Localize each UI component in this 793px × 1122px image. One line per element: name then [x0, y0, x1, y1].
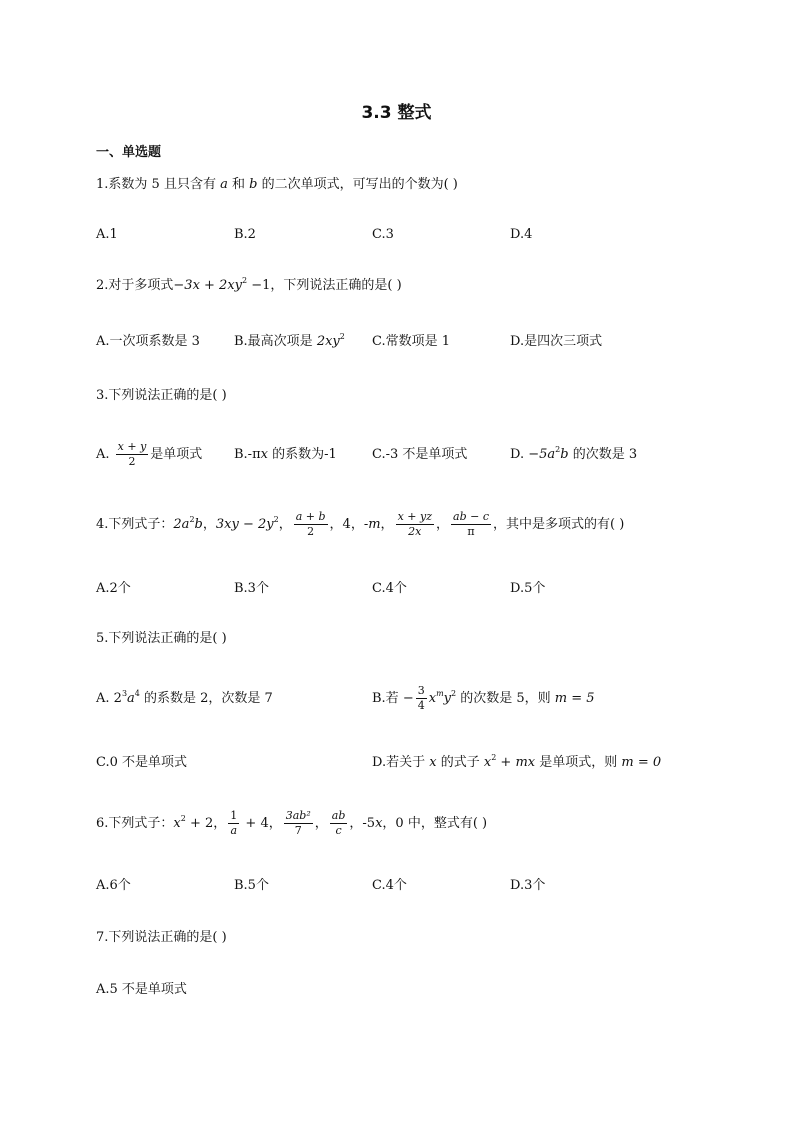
q5-option-d-sup: 2	[491, 753, 497, 762]
page-title: 3.3 整式	[361, 103, 432, 123]
question-6	[96, 809, 487, 838]
q4-option-d[interactable]: D.5个	[510, 581, 546, 596]
q5-option-d[interactable]	[372, 754, 661, 772]
q5-option-b-eq: m = 5	[554, 691, 595, 706]
q6-sep-1: ，	[213, 816, 227, 831]
q3-option-b-pre: B.-π	[234, 447, 261, 462]
q5-option-b-x: x	[428, 691, 437, 706]
q6-sep-4: ，	[349, 816, 363, 831]
q3-option-a-pre: A.	[96, 447, 114, 462]
q6-option-d[interactable]: D.3个	[510, 878, 546, 893]
q2-expr-tail: −1	[247, 278, 271, 293]
question-4	[96, 510, 624, 539]
q4-expr-3: 4，-	[342, 517, 369, 532]
q5-option-a-post: 的系数是 2，次数是 7	[139, 691, 273, 706]
q2-expr: −3x + 2xy	[173, 278, 243, 293]
q3-option-d-sup: 2	[555, 445, 561, 454]
q5-option-a[interactable]	[96, 690, 273, 708]
q1-var-a: a	[220, 177, 228, 192]
q6-fraction-1-tail: + 4	[241, 816, 269, 831]
q4-fraction-1	[294, 510, 328, 539]
q3-option-b-post: 的系数为-1	[267, 447, 337, 462]
q2-option-b-sup: 2	[339, 332, 345, 341]
q2-option-d[interactable]: D.是四次三项式	[510, 334, 603, 349]
q1-var-b: b	[249, 177, 258, 192]
q2-option-c[interactable]: C.常数项是 1	[372, 334, 451, 349]
question-7: 7.下列说法正确的是( )	[96, 930, 227, 945]
q4-option-b[interactable]: B.3个	[234, 581, 269, 596]
q2-stem-a: 2.对于多项式	[96, 278, 174, 293]
q4-sep-4: ，	[380, 517, 394, 532]
q6-fraction-1-den: a	[230, 824, 238, 837]
q5-option-d-expr: x	[483, 755, 492, 770]
q5-option-d-post: 是单项式，则	[535, 755, 622, 770]
q1-option-c[interactable]: C.3	[372, 227, 394, 242]
q6-expr-2-var: x	[375, 816, 383, 831]
q6-fraction-3	[330, 809, 348, 838]
q6-expr-1-tail: + 2	[185, 816, 214, 831]
q3-option-b[interactable]	[234, 446, 337, 464]
q5-option-d-mid: 的式子	[436, 755, 484, 770]
q4-expr-2: 3xy − 2y	[215, 517, 274, 532]
q6-fraction-2-num: 3ab²	[285, 809, 311, 822]
q3-option-a-den: 2	[128, 455, 136, 468]
q5-option-b-fraction	[416, 684, 427, 713]
q4-fraction-1-num: a + b	[295, 510, 326, 523]
q3-option-a[interactable]	[96, 440, 202, 469]
q5-option-a-sup-1: 3	[121, 689, 128, 698]
q5-option-b-den: 4	[417, 699, 425, 712]
q3-option-d[interactable]	[510, 446, 637, 464]
q2-option-b-expr: 2xy	[316, 334, 340, 349]
q3-option-d-pre: D.	[510, 447, 529, 462]
q2-stem-b: ，下列说法正确的是( )	[270, 278, 402, 293]
q6-expr-2: -5	[362, 816, 376, 831]
q6-fraction-3-num: ab	[331, 809, 346, 822]
q4-fraction-2-den: 2x	[408, 525, 422, 538]
question-5: 5.下列说法正确的是( )	[96, 631, 227, 646]
q4-expr-3-var: m	[368, 517, 381, 532]
q6-expr-1: x	[173, 816, 181, 831]
q6-stem-b: ，0 中，整式有( )	[382, 816, 488, 831]
q6-stem-a: 6.下列式子：	[96, 816, 174, 831]
q5-option-a-pre: A. 2	[96, 691, 122, 706]
q6-option-a[interactable]: A.6个	[96, 878, 131, 893]
q2-option-b[interactable]	[234, 333, 345, 351]
q6-expr-1-sup: 2	[180, 814, 186, 823]
q5-option-a-sup-2: 4	[134, 689, 140, 698]
q5-option-a-var: a	[127, 691, 135, 706]
q5-option-c[interactable]: C.0 不是单项式	[96, 755, 188, 770]
q4-sep-5: ，	[436, 517, 450, 532]
q6-fraction-1-num: 1	[230, 809, 238, 822]
q5-option-d-eq: m = 0	[621, 755, 662, 770]
q6-fraction-1	[228, 809, 239, 838]
q2-option-b-text: B.最高次项是	[234, 334, 317, 349]
q1-stem-c: 的二次单项式，可写出的个数为( )	[257, 177, 458, 192]
q3-option-c[interactable]: C.-3 不是单项式	[372, 447, 468, 462]
q6-fraction-2	[284, 809, 313, 838]
question-2	[96, 277, 402, 295]
q3-option-d-b: b	[560, 447, 569, 462]
q5-option-b-pre: B.若 −	[372, 691, 414, 706]
q5-option-b-num: 3	[417, 684, 425, 697]
q4-expr-2-sup: 2	[273, 515, 279, 524]
q3-option-d-expr: −5a	[528, 447, 556, 462]
q1-option-b[interactable]: B.2	[234, 227, 256, 242]
q5-option-b-post: 的次数是 5，则	[456, 691, 555, 706]
q3-option-b-var: x	[260, 447, 268, 462]
q4-expr-1: 2a	[173, 517, 190, 532]
q4-option-a[interactable]: A.2个	[96, 581, 131, 596]
q4-sep-3: ，	[329, 517, 343, 532]
q4-expr-1-b: b	[194, 517, 203, 532]
question-3: 3.下列说法正确的是( )	[96, 388, 227, 403]
q3-option-d-post: 的次数是 3	[568, 447, 638, 462]
q6-option-c[interactable]: C.4个	[372, 878, 407, 893]
q3-option-a-fraction	[116, 440, 149, 469]
q7-option-a[interactable]: A.5 不是单项式	[96, 982, 187, 997]
q4-fraction-3	[451, 510, 491, 539]
q5-option-d-expr-2: + mx	[496, 755, 536, 770]
q4-expr-1-sup: 2	[189, 515, 195, 524]
question-1	[96, 176, 458, 194]
q4-fraction-3-den: π	[467, 525, 475, 538]
q2-expr-sup: 2	[242, 276, 248, 285]
q6-sep-3: ，	[314, 816, 328, 831]
q4-fraction-1-den: 2	[307, 525, 315, 538]
q4-fraction-3-num: ab − c	[453, 510, 489, 523]
q3-option-a-num: x + y	[117, 440, 147, 453]
q1-option-d[interactable]: D.4	[510, 227, 533, 242]
section-heading: 一、单选题	[96, 145, 162, 160]
q4-fraction-2	[396, 510, 434, 539]
q5-option-d-pre: D.若关于	[372, 755, 430, 770]
q2-option-a[interactable]: A.一次项系数是 3	[96, 334, 200, 349]
q6-fraction-2-den: 7	[294, 824, 302, 837]
q1-stem-b: 和	[227, 177, 250, 192]
q4-stem-a: 4.下列式子：	[96, 517, 174, 532]
q4-sep-2: ，	[278, 517, 292, 532]
q6-option-b[interactable]: B.5个	[234, 878, 269, 893]
q5-option-b-sup-1: m	[436, 689, 444, 698]
q5-option-d-var: x	[429, 755, 437, 770]
q5-option-b[interactable]	[372, 684, 595, 713]
q5-option-b-sup-2: 2	[451, 689, 457, 698]
q1-option-a[interactable]: A.1	[96, 227, 118, 242]
q6-sep-2: ，	[268, 816, 282, 831]
q3-option-a-post: 是单项式	[150, 447, 203, 462]
q4-fraction-2-num: x + yz	[397, 510, 432, 523]
q6-fraction-3-den: c	[335, 824, 342, 837]
q4-stem-b: ，其中是多项式的有( )	[493, 517, 625, 532]
q5-option-b-y: y	[443, 691, 452, 706]
q4-sep-1: ，	[202, 517, 216, 532]
q1-stem-a: 1.系数为 5 且只含有	[96, 177, 221, 192]
q4-option-c[interactable]: C.4个	[372, 581, 407, 596]
